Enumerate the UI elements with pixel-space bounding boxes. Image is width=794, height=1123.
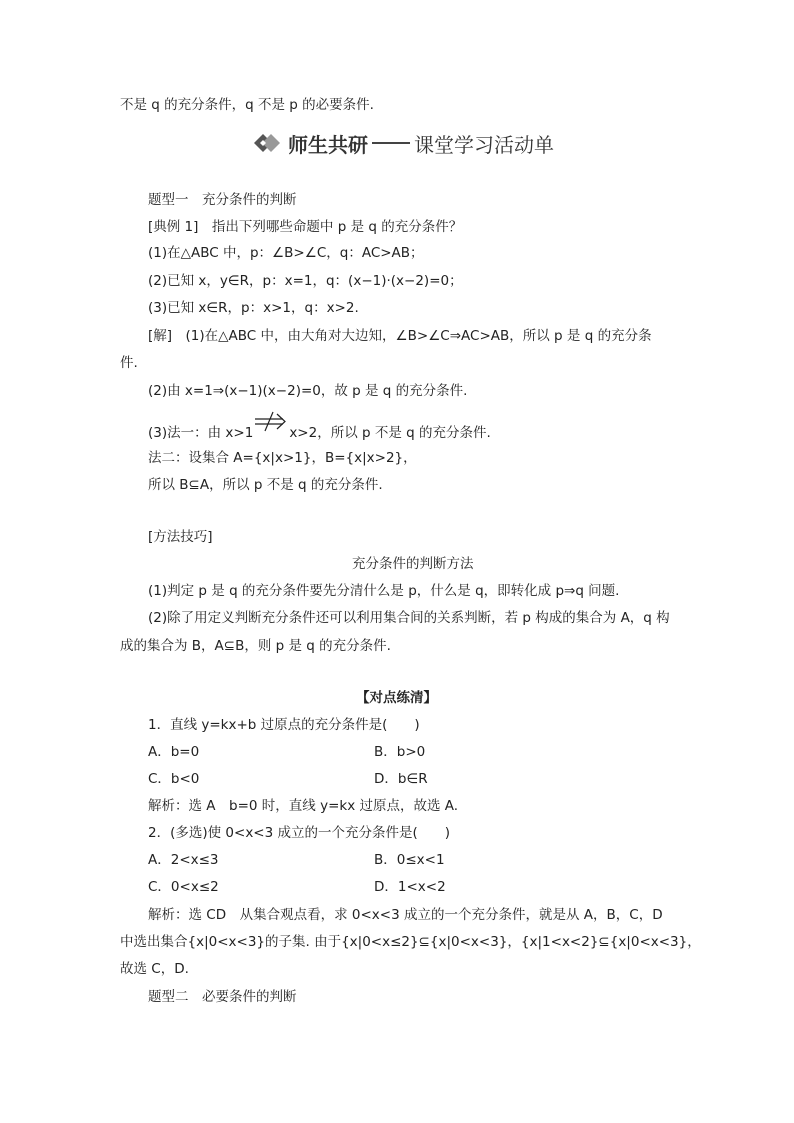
q2-analysis-line-2: 中选出集合{x|0<x<3}的子集. 由于{x|0<x≤2}⊆{x|0<x<3}，{x|1<x<2}⊆{x|0<x<3}， — [120, 934, 701, 950]
q2-stem: 2．(多选)使 0<x<3 成立的一个充分条件是( ) — [148, 825, 451, 841]
q2-analysis-line-1: 解析：选 CD 从集合观点看，求 0<x<3 成立的一个充分条件，就是从 A，B，C，D — [148, 907, 663, 923]
method-p1: (1)判定 p 是 q 的充分条件要先分清什么是 p，什么是 q，即转化成 p⇒q 问题. — [148, 583, 620, 599]
q2-option-b: B．0≤x<1 — [374, 852, 445, 868]
method-p2a: (2)除了用定义判断充分条件还可以利用集合间的关系判断，若 p 构成的集合为 A，q 构 — [148, 610, 670, 626]
diamond-logo-icon — [252, 132, 282, 154]
banner-dash — [372, 142, 410, 144]
q2-option-d: D．1<x<2 — [374, 879, 446, 895]
solution-line-1b: 件. — [120, 355, 138, 371]
intro-tail: 不是 q 的充分条件，q 不是 p 的必要条件. — [120, 97, 374, 113]
method-p2b: 成的集合为 B，A⊆B，则 p 是 q 的充分条件. — [120, 638, 391, 654]
solution-line-3c: 所以 B⊆A，所以 p 不是 q 的充分条件. — [148, 477, 383, 493]
q1-stem: 1．直线 y=kx+b 过原点的充分条件是( ) — [148, 717, 420, 733]
q2-analysis-line-3: 故选 C，D. — [120, 961, 189, 977]
example1-item-3: (3)已知 x∈R，p：x>1，q：x>2. — [148, 300, 359, 316]
method-title: 充分条件的判断方法 — [352, 556, 474, 572]
not-implies-arrow-icon — [253, 421, 289, 439]
banner-subtitle: 课堂学习活动单 — [414, 132, 554, 157]
type2-heading: 题型二 必要条件的判断 — [148, 989, 297, 1005]
method-label: [方法技巧] — [148, 529, 213, 545]
example1-title: [典例 1] 指出下列哪些命题中 p 是 q 的充分条件？ — [148, 219, 463, 235]
q1-option-c: C．b<0 — [148, 771, 200, 787]
solution-line-3-pre: (3)法一：由 x>1 — [148, 425, 254, 441]
banner-title: 师生共研 — [288, 132, 368, 157]
q1-analysis: 解析：选 A b=0 时，直线 y=kx 过原点，故选 A. — [148, 798, 459, 814]
solution-line-1: [解] (1)在△ABC 中，由大角对大边知，∠B>∠C⇒AC>AB，所以 p 是 q 的充分条 — [148, 328, 652, 344]
example1-item-2: (2)已知 x，y∈R，p：x=1，q：(x−1)·(x−2)=0； — [148, 273, 463, 289]
section-banner — [252, 128, 554, 158]
solution-line-3-post: x>2，所以 p 不是 q 的充分条件. — [289, 425, 491, 441]
practice-title: 【对点练清】 — [356, 690, 437, 706]
solution-line-3 — [148, 421, 491, 442]
q1-option-d: D．b∈R — [374, 771, 428, 787]
example1-item-1: (1)在△ABC 中，p：∠B>∠C，q：AC>AB； — [148, 245, 424, 261]
q2-option-a: A．2<x≤3 — [148, 852, 219, 868]
solution-line-2: (2)由 x=1⇒(x−1)(x−2)=0，故 p 是 q 的充分条件. — [148, 383, 468, 399]
q2-option-c: C．0<x≤2 — [148, 879, 219, 895]
type1-heading: 题型一 充分条件的判断 — [148, 192, 297, 208]
q1-option-a: A．b=0 — [148, 744, 200, 760]
q1-option-b: B．b>0 — [374, 744, 426, 760]
solution-line-3b: 法二：设集合 A={x|x>1}，B={x|x>2}， — [148, 450, 417, 466]
